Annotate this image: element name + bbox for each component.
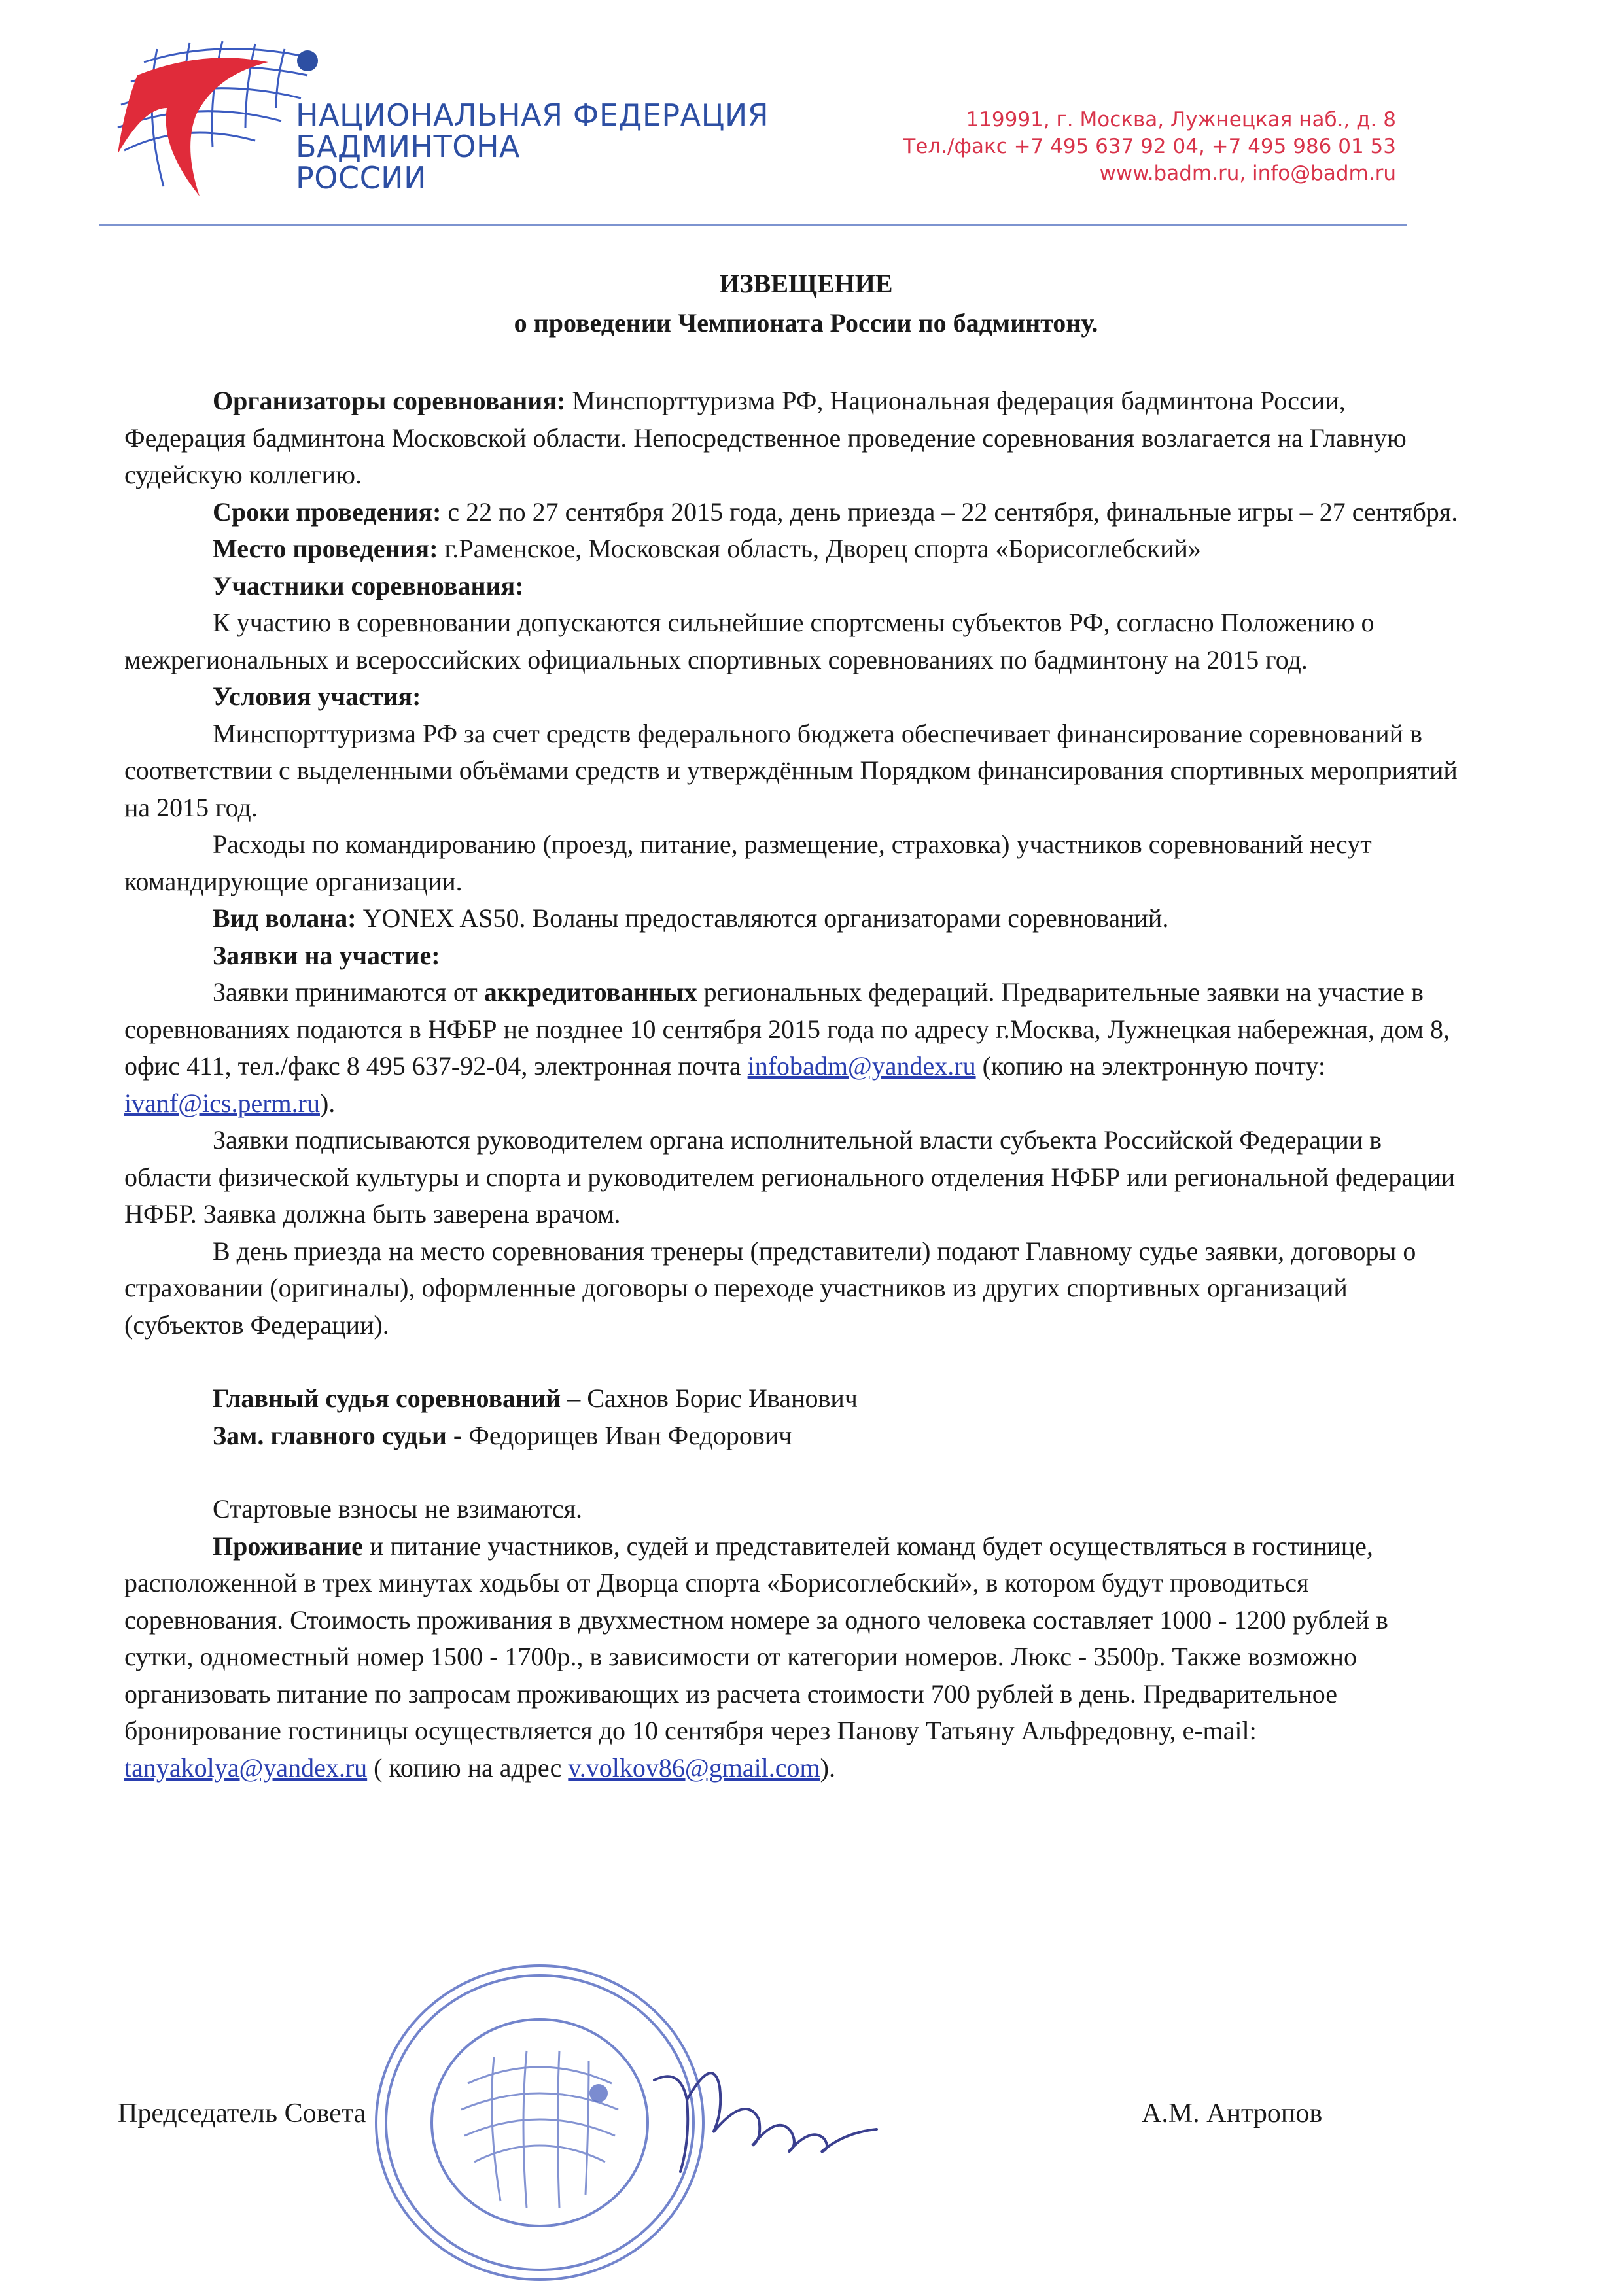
shuttle-label: Вид волана:	[213, 903, 357, 933]
dates-label: Сроки проведения:	[213, 496, 442, 527]
conditions-heading	[124, 678, 1459, 716]
chief-judge-label: Главный судья соревнований	[213, 1383, 561, 1413]
applications-text: (копию на электронную почту:	[975, 1051, 1325, 1081]
contact-web: www.badm.ru, info@badm.ru	[1099, 162, 1396, 185]
accredited-emphasis: аккредитованных	[483, 977, 697, 1007]
spacer	[124, 1344, 1459, 1380]
applications-label: Заявки на участие:	[213, 940, 440, 970]
email-link-volkov[interactable]: v.volkov86@gmail.com	[568, 1752, 820, 1783]
applications-paragraph-1	[124, 974, 1459, 1122]
organizers-text: Минспорттуризма РФ, Национальная федерация бадминтона России, Федерация бадминтона Московской области. Непосредственное проведение соревнования возлагается на Главную судейскую коллегию.	[124, 386, 1407, 489]
contact-address: 119991, г. Москва, Лужнецкая наб., д. 8	[966, 108, 1396, 131]
deputy-judge-name: Федорищев Иван Федорович	[462, 1420, 792, 1450]
participants-label: Участники соревнования:	[213, 570, 524, 600]
conditions-text-1: Минспорттуризма РФ за счет средств федерального бюджета обеспечивает финансирование соревнований в соответствии с выделенными объёмами средств и утверждённым Порядком финансирования спортивных мероприятий на 2015 год.	[124, 718, 1458, 822]
shuttle-paragraph	[124, 900, 1459, 937]
conditions-text-2: Расходы по командированию (проезд, питание, размещение, страховка) участников соревнований несут командирующие организации.	[124, 829, 1372, 896]
accommodation-text: и питание участников, судей и представителей команд будет осуществляться в гостинице, расположенной в трех минутах ходьбы от Дворца спорта «Борисоглебский», в котором будут проводиться соревнования. Стоимость проживания в двухместном номере за одного человека составляет 1000 - 1200 рублей в сутки, одноместный номер 1500 - 1700р., в зависимости от категории номеров. Люкс - 3500р. Также возможно организовать питание по запросам проживающих из расчета стоимости 700 рублей в день. Предварительное бронирование гостиницы осуществляется до 10 сентября через Панову Татьяну Альфредовну, e-mail:	[124, 1531, 1388, 1745]
handwritten-signature-icon	[641, 2041, 890, 2185]
venue-text: г.Раменское, Московская область, Дворец спорта «Борисоглебский»	[438, 534, 1201, 563]
federation-name-line: БАДМИНТОНА	[296, 129, 521, 164]
email-link-infobadm[interactable]: infobadm@yandex.ru	[747, 1051, 976, 1081]
spacer	[124, 1454, 1459, 1491]
accommodation-text: ( копию на адрес	[367, 1752, 569, 1783]
participants-text: К участию в соревновании допускаются сильнейшие спортсмены субъектов РФ, согласно Положению о межрегиональных и всероссийских официальных спортивных соревнованиях по бадминтону на 2015 год.	[124, 608, 1375, 674]
participants-heading	[124, 568, 1459, 605]
accommodation-text: ).	[820, 1752, 835, 1783]
organizers-label: Организаторы соревнования:	[213, 386, 566, 415]
fees-paragraph: Стартовые взносы не взимаются.	[213, 1494, 583, 1523]
applications-text: ).	[319, 1088, 336, 1118]
dates-paragraph	[124, 494, 1459, 531]
dates-text: с 22 по 27 сентября 2015 года, день приезда – 22 сентября, финальные игры – 27 сентября.	[441, 496, 1458, 527]
shuttle-text: YONEX AS50. Воланы предоставляются организаторами соревнований.	[356, 903, 1169, 933]
federation-name-line: НАЦИОНАЛЬНАЯ ФЕДЕРАЦИЯ	[296, 97, 769, 133]
signatory-name: А.М. Антропов	[1142, 2098, 1323, 2129]
notice-body	[124, 383, 1459, 1786]
applications-paragraph-2: Заявки подписываются руководителем органа исполнительной власти субъекта Российской Федерации в области физической культуры и спорта и руководителем регионального отделения НФБР или региональной федерации НФБР. Заявка должна быть заверена врачом.	[124, 1125, 1456, 1228]
chief-judge-name: – Сахнов Борис Иванович	[561, 1383, 858, 1413]
venue-label: Место проведения:	[213, 534, 438, 563]
venue-paragraph	[124, 531, 1459, 568]
document-subtitle: о проведении Чемпионата России по бадминтону.	[514, 308, 1098, 338]
deputy-judge-label: Зам. главного судьи -	[213, 1420, 463, 1450]
accommodation-label: Проживание	[213, 1531, 363, 1561]
federation-name-line: РОССИИ	[296, 160, 427, 196]
organizers-paragraph	[124, 383, 1459, 494]
applications-heading	[124, 937, 1459, 975]
accommodation-paragraph	[124, 1528, 1459, 1787]
email-link-ivanf[interactable]: ivanf@ics.perm.ru	[124, 1088, 320, 1118]
applications-text: региональных федераций. Предварительные заявки на участие в соревнованиях подаются в НФБР не позднее 10 сентября 2015 года по адресу г.Москва, Лужнецкая набережная, дом 8, офис 411, тел./факс 8 495 637-92-04, электронная почта	[124, 977, 1450, 1081]
applications-text: Заявки принимаются от	[213, 977, 484, 1007]
contact-phone: Тел./факс +7 495 637 92 04, +7 495 986 01 53	[903, 135, 1396, 158]
contact-info	[903, 107, 1396, 187]
chief-judge-line	[124, 1380, 1459, 1418]
federation-name	[296, 99, 769, 194]
applications-paragraph-3: В день приезда на место соревнования тренеры (представители) подают Главному судье заявки, договоры о страховании (оригиналы), оформленные договоры о переходе участников из других спортивных организаций (субъектов Федерации).	[124, 1236, 1416, 1340]
document-title: ИЗВЕЩЕНИЕ	[719, 269, 893, 298]
header-divider	[99, 224, 1407, 226]
conditions-label: Условия участия:	[213, 682, 421, 711]
email-link-tanyakolya[interactable]: tanyakolya@yandex.ru	[124, 1752, 368, 1783]
signatory-role: Председатель Совета	[118, 2098, 366, 2129]
deputy-judge-line	[124, 1418, 1459, 1455]
